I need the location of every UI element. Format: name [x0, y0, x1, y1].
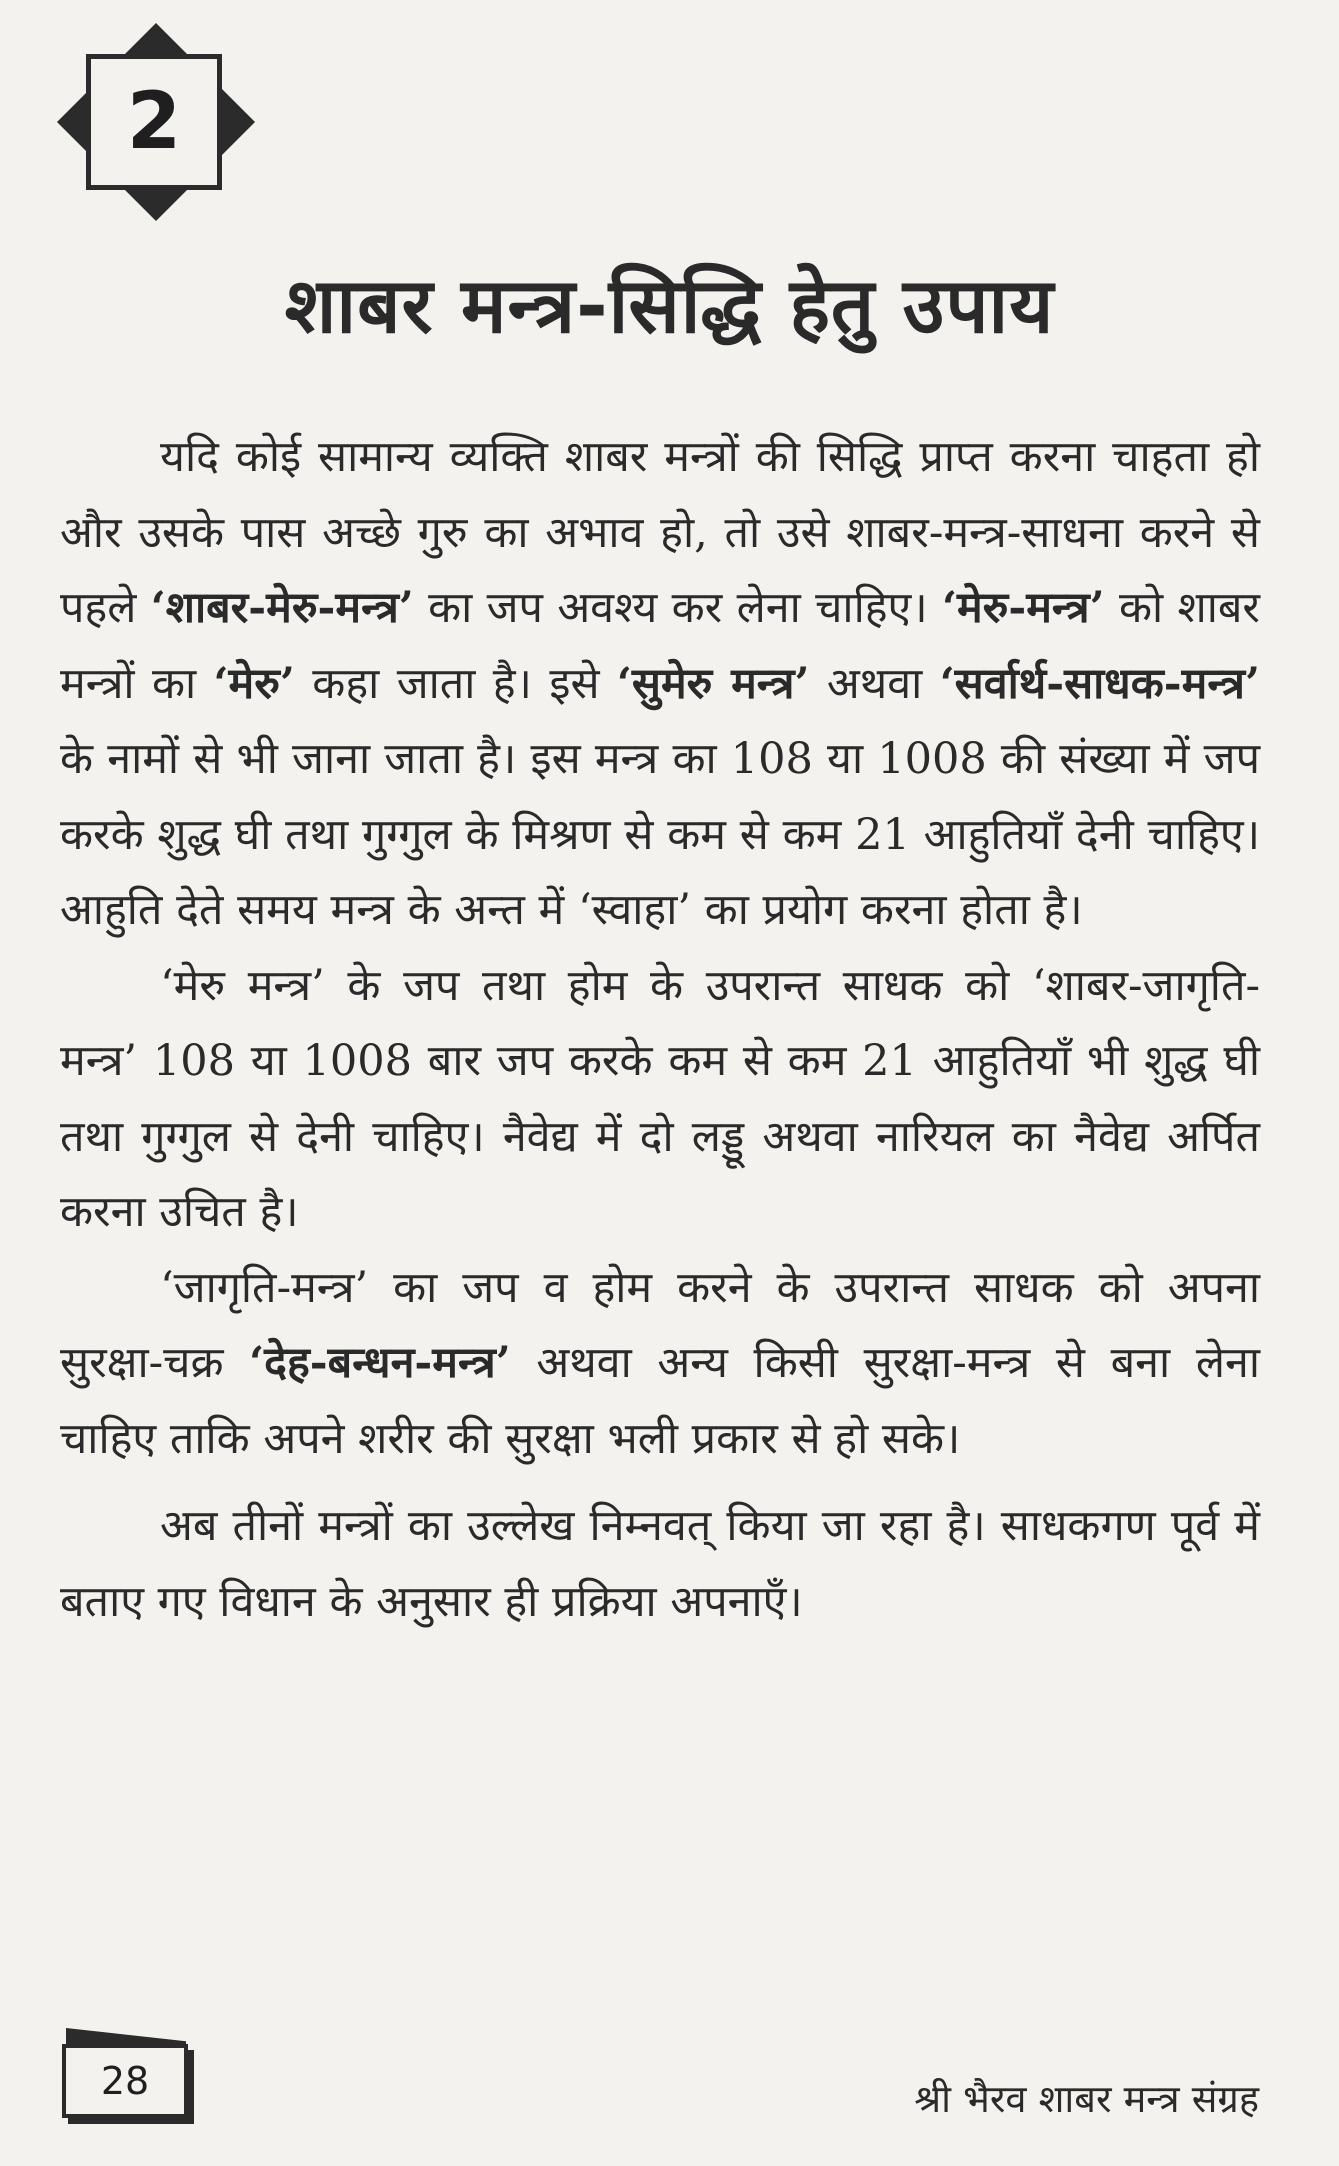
- p1-bold-meru: ‘मेरु’: [213, 658, 295, 709]
- p1-text-g: कहा जाता है। इसे: [294, 658, 617, 709]
- paragraph-4: अब तीनों मन्त्रों का उल्लेख निम्नवत् किया जा रहा है। साधकगण पूर्व में बताए गए विधान के अनुसार ही प्रक्रिया अपनाएँ।: [60, 1501, 1260, 1627]
- paragraph-3: [60, 1251, 1260, 1478]
- paragraph-2: ‘मेरु मन्त्र’ के जप तथा होम के उपरान्त साधक को ‘शाबर-जागृति- मन्त्र’ 108 या 1008 बार जप करके कम से कम 21 आहुतियाँ भी शुद्ध घी तथा गुग्गुल से देनी चाहिए। नैवेद्य में दो लड्डू अथवा नारियल का नैवेद्य अर्पित करना उचित है।: [60, 960, 1260, 1237]
- chapter-badge: [54, 22, 259, 222]
- page-number: 28: [62, 2044, 188, 2118]
- p1-text-a: यदि कोई सामान्य व्यक्ति शाबर मन्त्रों की सिद्धि प्राप्त करना चाहता हो और उसके पास अच्छे गुरु का अभाव हो, तो उसे शाबर-मन्त्र-साधना करने से पहले: [60, 432, 1260, 633]
- p3-text-c: अथवा अन्य किसी सुरक्षा-मन्त्र से बना लेना चाहिए ताकि अपने शरीर की सुरक्षा भली प्रकार से हो सके।: [60, 1338, 1260, 1464]
- body-text: [60, 420, 1260, 1640]
- chapter-title: शाबर मन्त्र-सिद्धि हेतु उपाय: [284, 261, 1055, 350]
- p1-text-e: को शाबर मन्त्रों का: [60, 583, 1260, 709]
- chapter-number: 2: [86, 54, 222, 190]
- p1-bold-shabar-meru-mantra: ‘शाबर-मेरु-मन्त्र’: [150, 583, 414, 633]
- paragraph-1: [60, 420, 1260, 949]
- p3-bold-deh-bandhan-mantra: ‘देह-बन्धन-मन्त्र’: [249, 1338, 511, 1388]
- running-footer-book-title: श्री भैरव शाबर मन्त्र संग्रह: [914, 2077, 1259, 2121]
- p1-text-k: के नामों से भी जाना जाता है। इस मन्त्र का 108 या 1008 की संख्या में जप करके शुद्ध घी तथा गुग्गुल के मिश्रण से कम से कम 21 आहुतियाँ देनी चाहिए। आहुति देते समय मन्त्र के अन्त में ‘स्वाहा’ का प्रयोग करना होता है।: [60, 734, 1260, 935]
- p1-bold-sarvarth-sadhak-mantra: ‘सर्वार्थ-साधक-मन्त्र’: [939, 658, 1261, 709]
- p1-bold-meru-mantra: ‘मेरु-मन्त्र’: [941, 583, 1105, 633]
- p1-text-c: का जप अवश्य कर लेना चाहिए।: [413, 583, 942, 633]
- p3-text-a: ‘जागृति-मन्त्र’ का जप व होम करने के उपरान्त साधक को अपना सुरक्षा-चक्र: [60, 1262, 1260, 1388]
- page-number-badge: [62, 2028, 192, 2118]
- p1-bold-sumeru-mantra: ‘सुमेरु मन्त्र’: [616, 658, 810, 709]
- p1-text-i: अथवा: [809, 658, 940, 709]
